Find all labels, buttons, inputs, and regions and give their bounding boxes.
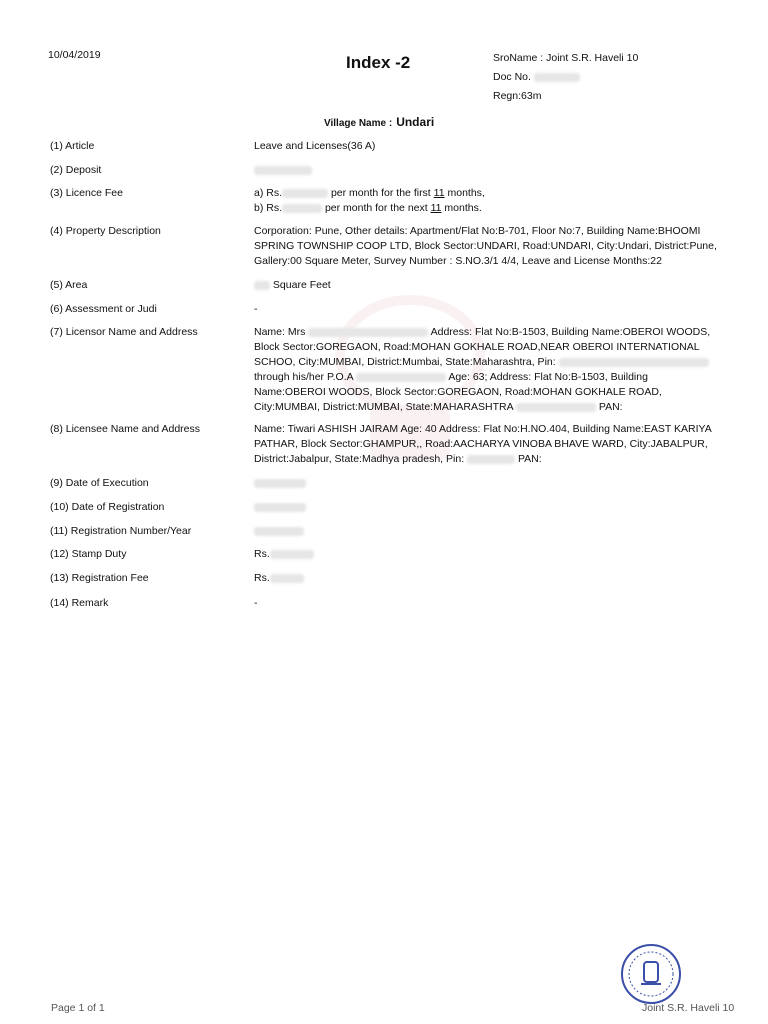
row-value: - (254, 303, 258, 315)
sro-block (493, 49, 638, 106)
row-label: (12) Stamp Duty (50, 548, 127, 560)
row-label: (3) Licence Fee (50, 187, 123, 199)
document-date: 10/04/2019 (48, 49, 101, 61)
row-label: (4) Property Description (50, 225, 161, 237)
row-value: Leave and Licenses(36 A) (254, 140, 376, 152)
page-number: Page 1 of 1 (51, 1002, 105, 1014)
row-label: (14) Remark (50, 597, 109, 609)
row-label: (5) Area (50, 279, 88, 291)
row-label: (1) Article (50, 140, 95, 152)
row-value (254, 500, 722, 515)
row-label: (6) Assessment or Judi (50, 303, 157, 315)
village-label: Village Name : (324, 118, 393, 129)
row-label: (7) Licensor Name and Address (50, 326, 198, 338)
row-value: a) Rs. per month for the first 11 months, b) Rs. per month for the next 11 months. (254, 187, 485, 214)
village-line (324, 115, 434, 129)
row-label: (9) Date of Execution (50, 477, 149, 489)
row-value: Name: Tiwari ASHISH JAIRAM Age: 40 Address: Flat No:H.NO.404, Building Name:EAST KARIYA PATHAR, Block Sector:GHAMPUR,, Road:AACHARYA VINOBA BHAVE WARD, City:JABALPUR, District:Jabalpur, State:Madhya pradesh, Pin: PAN: (254, 423, 712, 465)
row-label: (8) Licensee Name and Address (50, 423, 200, 435)
regn: Regn:63m (493, 90, 542, 102)
row-value (254, 476, 722, 491)
row-value: Corporation: Pune, Other details: Apartment/Flat No:B-701, Floor No:7, Building Name:BHOOMI SPRING TOWNSHIP COOP LTD, Block Sector:UNDARI, Road:UNDARI, City:Undari, District:Pune, Gallery:00 Square Meter, Survey Number : S.NO.3/1 4/4, Leave and License Months:22 (254, 225, 717, 267)
row-value: Name: Mrs Address: Flat No:B-1503, Building Name:OBEROI WOODS, Block Sector:GOREGAON, Road:MOHAN GOKHALE ROAD,NEAR OBEROI INTERNATIONAL SCHOO, City:MUMBAI, District:Mumbai, State:Maharashtra, Pin: through his/her P.O.A Age: 63; Address: Flat No:B-1503, Building Name:OBEROI WOODS, Block Sector:GOREGAON, Road:MOHAN GOKHALE ROAD, City:MUMBAI, District:MUMBAI, State:MAHARASHTRA PAN: (254, 326, 711, 413)
row-value: Square Feet (254, 278, 722, 293)
page-title: Index -2 (346, 53, 411, 72)
village-name: Undari (396, 115, 435, 129)
row-label: (2) Deposit (50, 164, 102, 176)
row-label: (13) Registration Fee (50, 572, 149, 584)
row-label: (10) Date of Registration (50, 501, 165, 513)
footer-office: Joint S.R. Haveli 10 (642, 1002, 735, 1014)
row-value (254, 524, 722, 539)
row-value: - (254, 597, 258, 609)
row-value (254, 163, 722, 178)
row-value: Rs. (254, 547, 722, 562)
sro-name: SroName : Joint S.R. Haveli 10 (493, 52, 639, 64)
row-value: Rs. (254, 571, 722, 586)
doc-no: Doc No. (493, 68, 638, 87)
row-label: (11) Registration Number/Year (50, 525, 192, 537)
office-seal-icon (617, 942, 687, 1006)
